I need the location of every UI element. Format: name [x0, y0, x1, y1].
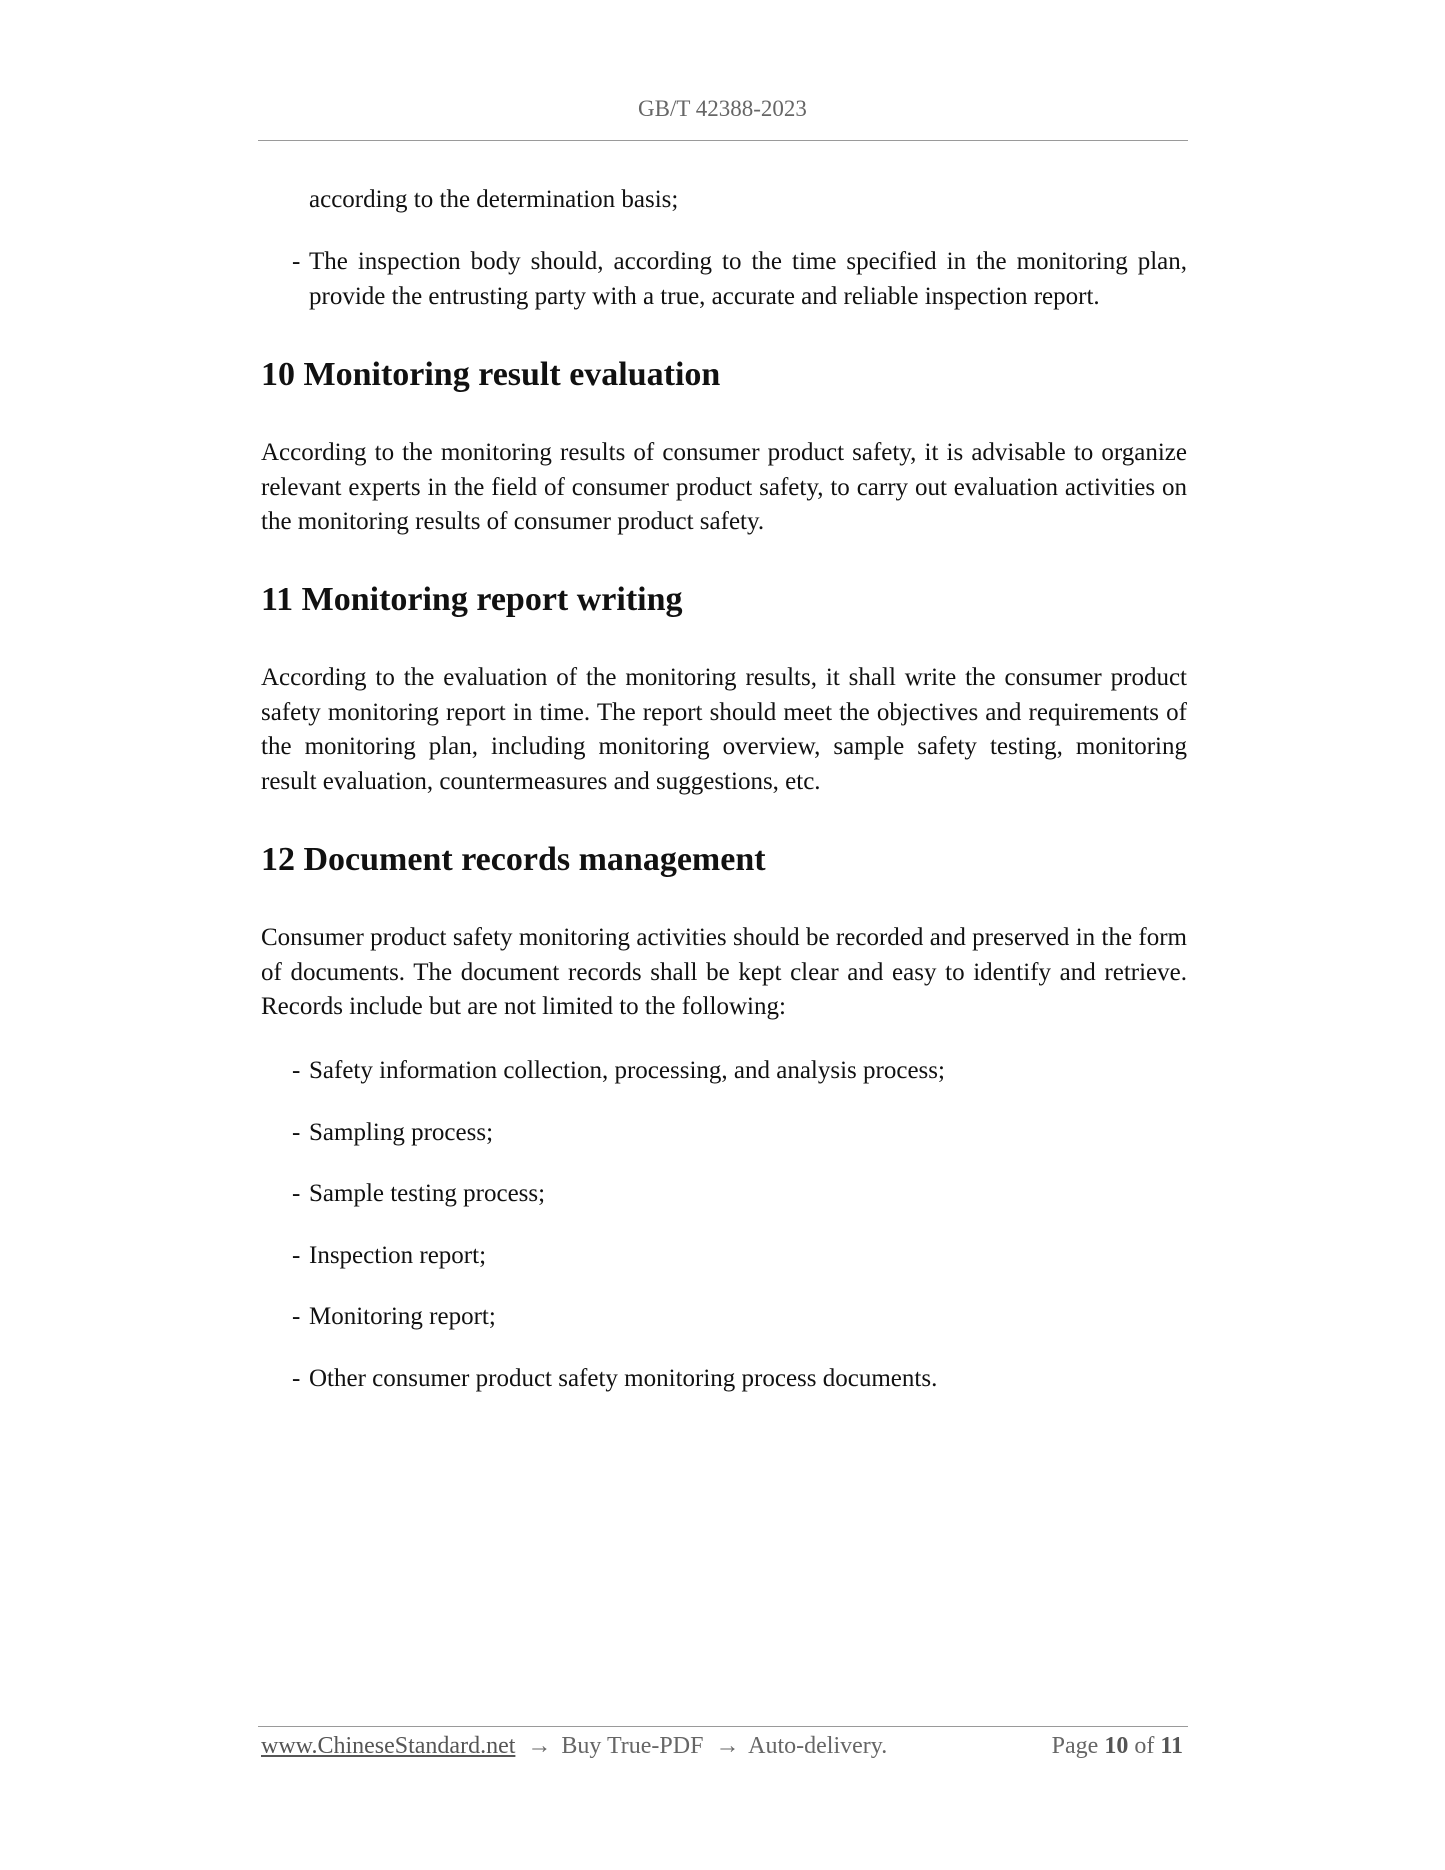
bullet-dash: - — [292, 1118, 301, 1146]
arrow-right-icon: → — [527, 1733, 552, 1759]
list-item — [292, 1177, 1187, 1212]
list-item — [292, 245, 1187, 314]
list-item-text: Other consumer product safety monitoring process documents. — [309, 1364, 938, 1392]
page-label: Page — [1051, 1733, 1099, 1759]
list-item — [292, 1054, 1187, 1089]
section-12-heading: 12 Document records management — [261, 841, 766, 878]
bullet-dash: - — [292, 1180, 301, 1207]
section-10-heading: 10 Monitoring result evaluation — [261, 356, 721, 393]
bullet-dash: - — [292, 1364, 301, 1392]
bullet-dash: - — [292, 1241, 301, 1269]
bullet-dash: - — [292, 1303, 301, 1330]
page-current: 10 — [1104, 1733, 1129, 1759]
footer — [261, 1730, 1187, 1762]
bullet-dash: - — [292, 248, 301, 275]
arrow-right-icon: → — [715, 1733, 740, 1759]
of-label: of — [1134, 1733, 1155, 1759]
list-item — [292, 1362, 1187, 1397]
continuation-line: according to the determination basis; — [309, 186, 679, 213]
list-item-text: Sampling process; — [309, 1118, 494, 1146]
section-11-heading: 11 Monitoring report writing — [261, 581, 683, 618]
list-item — [292, 1116, 1187, 1151]
auto-delivery-text: Auto-delivery. — [748, 1733, 888, 1759]
section-11-body: According to the evaluation of the monitoring results, it shall write the consumer product safety monitoring report in time. The report should meet the objectives and requirements of the monitoring plan, including monitoring overview, sample safety testing, monitoring result evaluation, countermeasures and suggestions, etc. — [261, 664, 1187, 795]
footer-divider — [258, 1726, 1188, 1727]
bullet-dash: - — [292, 1057, 301, 1084]
list-item-text: Inspection report; — [309, 1241, 487, 1269]
buy-true-pdf-text: Buy True-PDF — [561, 1733, 704, 1759]
page-number — [1052, 1730, 1183, 1762]
document-id-header: GB/T 42388-2023 — [638, 96, 807, 121]
website-link[interactable]: www.ChineseStandard.net — [261, 1733, 516, 1759]
list-item-text: Safety information collection, processing, and analysis process; — [309, 1057, 945, 1084]
section-10-body: According to the monitoring results of consumer product safety, it is advisable to organize relevant experts in the field of consumer product safety, to carry out evaluation activities on the monitoring results of consumer product safety. — [261, 439, 1187, 535]
list-item-text: The inspection body should, according to the time specified in the monitoring plan, provide the entrusting party with a true, accurate and reliable inspection report. — [309, 248, 1187, 310]
list-item-text: Sample testing process; — [309, 1180, 546, 1207]
section-12-body: Consumer product safety monitoring activities should be recorded and preserved in the form of documents. The document records shall be kept clear and easy to identify and retrieve. Records include but are not limited to the following: — [261, 924, 1187, 1020]
page-total: 11 — [1160, 1733, 1183, 1759]
header-divider — [258, 140, 1188, 141]
list-item — [292, 1300, 1187, 1335]
list-item-text: Monitoring report; — [309, 1303, 496, 1330]
list-item — [292, 1239, 1187, 1274]
